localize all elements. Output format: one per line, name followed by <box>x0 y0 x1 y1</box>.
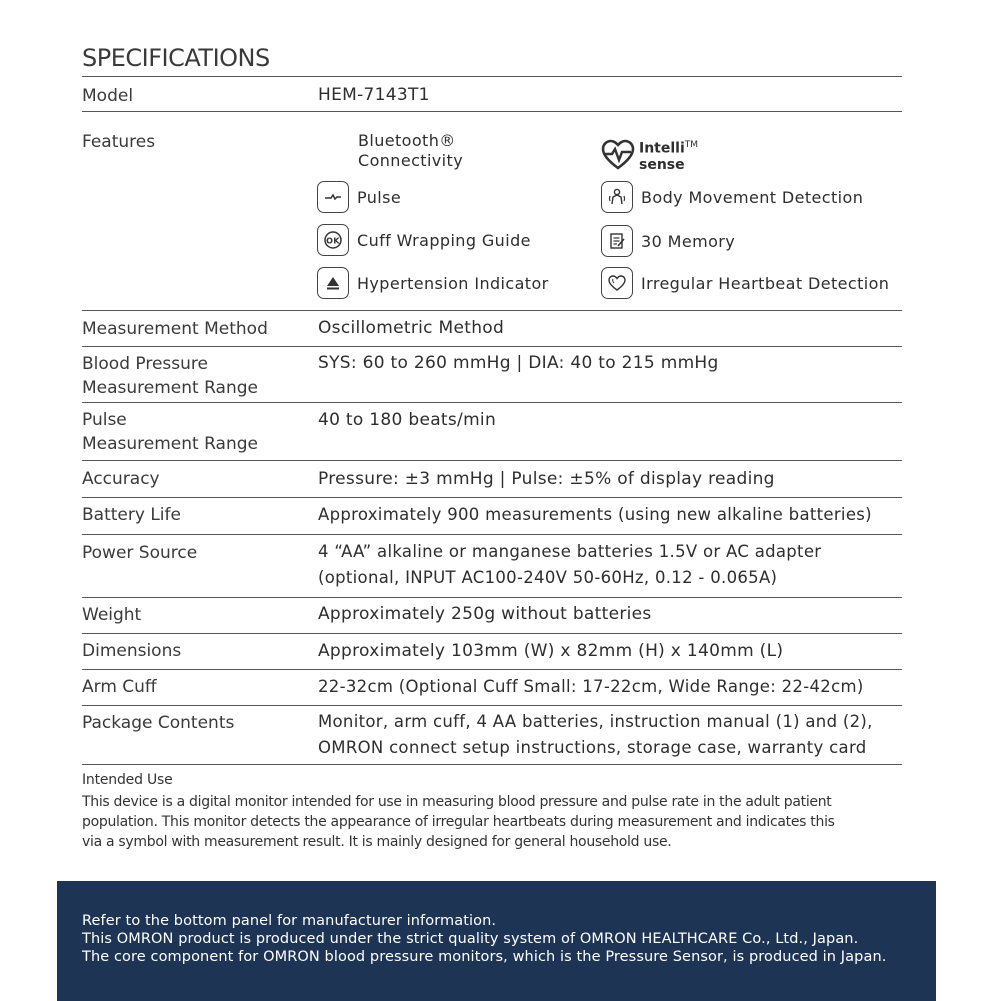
ok-icon <box>317 224 349 256</box>
spec-label-features: Features <box>82 132 156 152</box>
intended-use-text <box>82 792 882 852</box>
spec-label-pulse-range-line2: Measurement Range <box>82 434 258 454</box>
memory-icon <box>601 225 633 257</box>
spec-value-dimensions: Approximately 103mm (W) x 82mm (H) x 140mm (L) <box>318 641 784 661</box>
spec-value-power-source-line2: (optional, INPUT AC100-240V 50-60Hz, 0.12 - 0.065A) <box>318 568 778 587</box>
divider <box>82 597 902 598</box>
spec-value-battery-life: Approximately 900 measurements (using new alkaline batteries) <box>318 505 872 524</box>
spec-label-accuracy: Accuracy <box>82 469 160 489</box>
spec-value-package-contents-line1: Monitor, arm cuff, 4 AA batteries, instruction manual (1) and (2), <box>318 712 873 731</box>
feature-bluetooth-line1: Bluetooth® <box>358 131 456 150</box>
spec-value-bp-range: SYS: 60 to 260 mmHg | DIA: 40 to 215 mmHg <box>318 353 719 373</box>
spec-value-power-source-line1: 4 “AA” alkaline or manganese batteries 1.5V or AC adapter <box>318 542 822 561</box>
spec-value-arm-cuff: 22-32cm (Optional Cuff Small: 17-22cm, Wide Range: 22-42cm) <box>318 677 864 696</box>
spec-label-weight: Weight <box>82 605 142 625</box>
feature-memory-label: 30 Memory <box>641 231 736 251</box>
trademark: TM <box>684 140 699 150</box>
spec-value-weight: Approximately 250g without batteries <box>318 604 652 624</box>
pulse-wave-icon <box>317 181 349 213</box>
spec-label-package-contents: Package Contents <box>82 713 235 733</box>
feature-body-movement-label: Body Movement Detection <box>641 187 864 207</box>
spec-value-package-contents-line2: OMRON connect setup instructions, storage case, warranty card <box>318 738 867 757</box>
divider <box>82 460 902 461</box>
heart-icon <box>601 267 633 299</box>
feature-pulse-label: Pulse <box>357 187 402 207</box>
spec-label-measurement-method: Measurement Method <box>82 319 268 339</box>
spec-label-bp-range-line1: Blood Pressure <box>82 354 208 374</box>
heart-pulse-icon <box>601 139 635 171</box>
intended-use-heading: Intended Use <box>82 772 173 788</box>
feature-body-movement <box>601 181 863 213</box>
manufacturer-info <box>82 912 886 966</box>
feature-intellisense <box>601 137 698 173</box>
svg-text:OK: OK <box>326 236 340 246</box>
divider <box>82 76 902 77</box>
feature-irregular-heartbeat <box>601 267 889 299</box>
spec-label-power-source: Power Source <box>82 543 198 563</box>
divider <box>82 346 902 347</box>
manufacturer-line: Refer to the bottom panel for manufacturer information. <box>82 913 497 929</box>
intended-use-line: population. This monitor detects the appearance of irregular heartbeats during measurement and indicates this <box>82 814 835 830</box>
spec-value-power-source <box>318 539 821 591</box>
intended-use-line: This device is a digital monitor intended for use in measuring blood pressure and pulse rate in the adult patient <box>82 794 832 810</box>
feature-pulse <box>317 181 401 213</box>
spec-value-accuracy: Pressure: ±3 mmHg | Pulse: ±5% of display reading <box>318 469 775 489</box>
spec-value-pulse-range: 40 to 180 beats/min <box>318 410 497 430</box>
spec-label-arm-cuff: Arm Cuff <box>82 677 157 697</box>
spec-label-battery-life: Battery Life <box>82 505 181 525</box>
intended-use-line: via a symbol with measurement result. It is mainly designed for general household use. <box>82 834 672 850</box>
spec-value-model: HEM-7143T1 <box>318 85 430 105</box>
spec-label-model: Model <box>82 86 134 106</box>
divider <box>82 534 902 535</box>
page-title: SPECIFICATIONS <box>82 44 270 72</box>
spec-value-package-contents <box>318 709 873 761</box>
divider <box>82 111 902 112</box>
divider <box>82 705 902 706</box>
spec-label-pulse-range <box>82 408 258 456</box>
feature-intellisense-line2: sense <box>639 156 685 173</box>
spec-label-dimensions: Dimensions <box>82 641 182 661</box>
feature-bluetooth-line2: Connectivity <box>358 151 464 170</box>
feature-intellisense-line1: Intelli <box>639 140 685 157</box>
divider <box>82 669 902 670</box>
divider <box>82 633 902 634</box>
divider <box>82 497 902 498</box>
feature-hypertension-label: Hypertension Indicator <box>357 273 549 293</box>
feature-cuff-wrapping <box>317 224 531 256</box>
spec-label-pulse-range-line1: Pulse <box>82 410 127 430</box>
feature-hypertension <box>317 267 549 299</box>
feature-cuff-wrapping-label: Cuff Wrapping Guide <box>357 230 531 250</box>
spec-value-measurement-method: Oscillometric Method <box>318 318 505 338</box>
divider <box>82 402 902 403</box>
body-movement-icon <box>601 181 633 213</box>
feature-memory <box>601 225 735 257</box>
divider <box>82 764 902 765</box>
triangle-icon <box>317 267 349 299</box>
feature-irregular-heartbeat-label: Irregular Heartbeat Detection <box>641 273 890 293</box>
manufacturer-line: The core component for OMRON blood pressure monitors, which is the Pressure Sensor, is produced in Japan. <box>82 949 887 965</box>
manufacturer-line: This OMRON product is produced under the strict quality system of OMRON HEALTHCARE Co., Ltd., Japan. <box>82 931 859 947</box>
feature-bluetooth <box>358 131 463 171</box>
spec-label-bp-range <box>82 352 258 400</box>
divider <box>82 310 902 311</box>
spec-label-bp-range-line2: Measurement Range <box>82 378 258 398</box>
